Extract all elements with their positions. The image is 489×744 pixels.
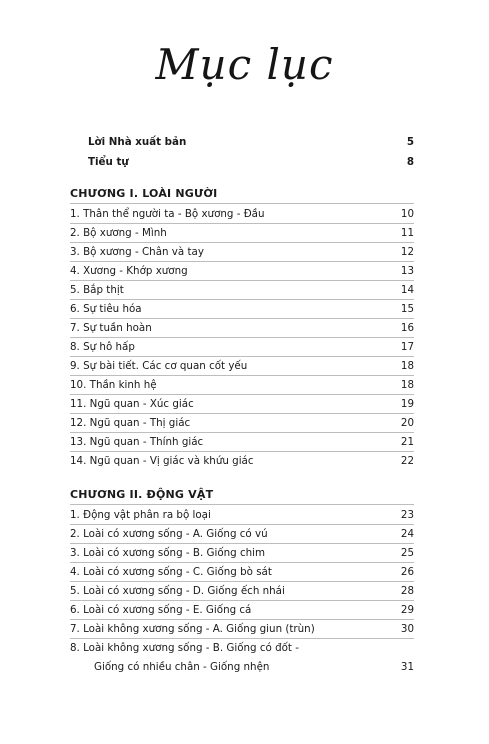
toc-entry-label: 9. Sự bài tiết. Các cơ quan cốt yếu [70,360,248,372]
toc-entry-page: 23 [400,509,414,521]
toc-entry [70,639,414,657]
toc-entry-page: 26 [400,566,414,578]
toc-entry-label: 1. Động vật phân ra bộ loại [70,509,211,521]
toc-entry [70,262,414,280]
toc-entry-label: 6. Sự tiêu hóa [70,303,142,315]
toc-entry-page: 8 [406,156,414,168]
toc-entry-label: 7. Loài không xương sống - A. Giống giun (trùn) [70,623,315,635]
toc-entry-label: 2. Loài có xương sống - A. Giống có vú [70,528,268,540]
toc-entry [70,452,414,470]
toc-entry-page: 30 [400,623,414,635]
toc-entry [70,563,414,581]
toc-entry [70,620,414,638]
toc-entry [70,582,414,600]
toc-entry [70,319,414,337]
toc-entry-page: 29 [400,604,414,616]
toc-entry-label: 8. Sự hô hấp [70,341,135,353]
divider [70,504,414,505]
toc-entry-label: 5. Loài có xương sống - D. Giống ếch nhái [70,585,285,597]
toc-entry-preface [70,153,414,171]
toc-entry-label: 2. Bộ xương - Mình [70,227,167,239]
toc-entry-page: 18 [400,360,414,372]
toc-entry-label: 5. Bắp thịt [70,284,124,296]
chapter-heading: CHƯƠNG II. ĐỘNG VẬT [70,488,214,501]
toc-entry-label: 4. Xương - Khớp xương [70,265,188,277]
toc-entry-label: 14. Ngũ quan - Vị giác và khứu giác [70,455,254,467]
toc-entry-label: 13. Ngũ quan - Thính giác [70,436,204,448]
toc-entry-page: 31 [400,661,414,673]
toc-entry-page: 28 [400,585,414,597]
toc-entry-label: 3. Bộ xương - Chân và tay [70,246,204,258]
toc-entry [70,224,414,242]
toc-entry-publisher-note [70,133,414,151]
toc-entry-page: 15 [400,303,414,315]
toc-entry [70,414,414,432]
toc-entry [70,357,414,375]
toc-entry-label: 4. Loài có xương sống - C. Giống bò sát [70,566,272,578]
toc-entry-label: 11. Ngũ quan - Xúc giác [70,398,194,410]
toc-entry-continuation [70,658,414,676]
toc-entry-label: 8. Loài không xương sống - B. Giống có đốt - [70,642,299,654]
toc-entry [70,281,414,299]
toc-entry [70,601,414,619]
toc-entry-page: 24 [400,528,414,540]
toc-entry [70,205,414,223]
toc-entry-page: 22 [400,455,414,467]
toc-entry [70,544,414,562]
toc-entry [70,376,414,394]
toc-entry [70,338,414,356]
toc-entry [70,300,414,318]
chapter-heading: CHƯƠNG I. LOÀI NGƯỜI [70,187,218,200]
toc-entry-label: 7. Sự tuần hoàn [70,322,152,334]
toc-entry-page: 11 [400,227,414,239]
page-title: Mục lục [155,40,334,89]
toc-entry-page: 16 [400,322,414,334]
toc-entry-label: 10. Thần kinh hệ [70,379,157,391]
toc-entry [70,525,414,543]
toc-entry-page: 14 [400,284,414,296]
toc-entry-label: 12. Ngũ quan - Thị giác [70,417,191,429]
toc-entry-page: 18 [400,379,414,391]
toc-entry-label: Giống có nhiều chân - Giống nhện [94,661,270,673]
toc-entry-page: 21 [400,436,414,448]
toc-entry-label: 3. Loài có xương sống - B. Giống chim [70,547,266,559]
divider [70,203,414,204]
toc-entry [70,506,414,524]
toc-entry-page: 19 [400,398,414,410]
toc-entry-page: 5 [406,136,414,148]
toc-entry [70,433,414,451]
toc-entry-page: 12 [400,246,414,258]
toc-entry-label: 6. Loài có xương sống - E. Giống cá [70,604,252,616]
toc-entry-label: Tiểu tự [88,156,129,168]
toc-entry-page: 25 [400,547,414,559]
toc-entry [70,395,414,413]
toc-entry-page: 13 [400,265,414,277]
toc-entry-page: 10 [400,208,414,220]
toc-entry-page: 20 [400,417,414,429]
toc-entry-label: Lời Nhà xuất bản [88,136,187,148]
toc-entry [70,243,414,261]
toc-entry-label: 1. Thân thể người ta - Bộ xương - Đầu [70,208,265,220]
toc-entry-page: 17 [400,341,414,353]
